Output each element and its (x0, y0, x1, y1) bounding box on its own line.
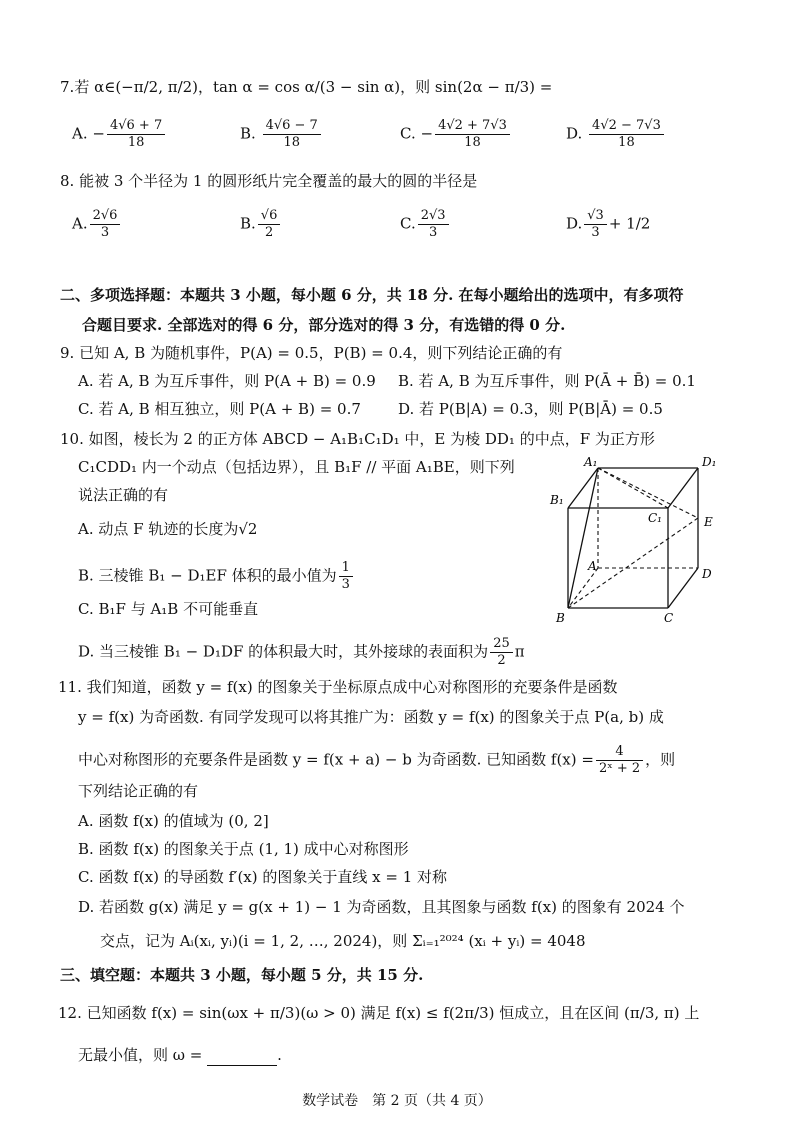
segment-a1-c1 (598, 468, 668, 508)
q11-stem-line3: 中心对称图形的充要条件是函数 y = f(x + a) − b 为奇函数. 已知函数 f(x) = $\frac{4}{\text{2ˣ + 2}}$ ，则 (78, 744, 676, 776)
q8-option-d: D. $\frac{√3}{3}$ + 1/2 (566, 208, 651, 240)
label-a1: A₁ (584, 455, 598, 469)
label-b1: B₁ (550, 493, 564, 507)
label-e: E (704, 515, 713, 529)
edge-c1-d1 (668, 468, 698, 508)
label-d: D (702, 567, 712, 581)
q11-option-c: C. 函数 f(x) 的导函数 f′(x) 的图象关于直线 x = 1 对称 (78, 868, 448, 886)
q9-option-b: B. 若 A, B 为互斥事件，则 P(Ā + B̄) = 0.1 (398, 372, 696, 390)
q9-option-d: D. 若 P(B|A) = 0.3，则 P(B|Ā) = 0.5 (398, 400, 663, 418)
label-c: C (664, 611, 674, 625)
q10-option-c: C. B₁F 与 A₁B 不可能垂直 (78, 600, 259, 618)
q9-stem: 9. 已知 A, B 为随机事件，P(A) = 0.5，P(B) = 0.4，则下列结论正确的有 (60, 344, 563, 362)
q10-option-d: D. 当三棱锥 B₁ − D₁DF 的体积最大时，其外接球的表面积为 $\frac{25}{2}$ π (78, 636, 525, 668)
q8-option-a: A. $\frac{2√6}{3}$ (72, 208, 122, 241)
q11-option-d-line2: 交点，记为 Aᵢ(xᵢ, yᵢ)(i = 1, 2, …, 2024)，则 Σᵢ₌₁²⁰²⁴ (xᵢ + yᵢ) = 4048 (100, 932, 586, 950)
q11-stem-line2: y = f(x) 为奇函数. 有同学发现可以将其推广为：函数 y = f(x) 的图象关于点 P(a, b) 成 (78, 708, 664, 726)
edge-c-d (668, 568, 698, 608)
label-a: A (588, 559, 597, 573)
q11-option-b: B. 函数 f(x) 的图象关于点 (1, 1) 成中心对称图形 (78, 840, 409, 858)
q10-option-b: B. 三棱锥 B₁ − D₁EF 体积的最小值为 $\frac{1}{3}$ (78, 560, 355, 593)
q8-option-c: C. $\frac{2√3}{3}$ (400, 208, 451, 241)
label-b: B (556, 611, 565, 625)
page-footer: 数学试卷 第 2 页（共 4 页） (302, 1093, 492, 1109)
q7-stem: 7.若 α∈(−π/2, π/2)，tan α = cos α/(3 − sin α)，则 sin(2α − π/3) = (60, 78, 553, 96)
q7-option-a: A. − $\frac{4√6 + 7}{18}$ (72, 118, 167, 151)
q8-stem: 8. 能被 3 个半径为 1 的圆形纸片完全覆盖的最大的圆的半径是 (60, 172, 478, 190)
q12-answer-blank[interactable] (207, 1049, 277, 1066)
section-3-title: 三、填空题：本题共 3 小题，每小题 5 分，共 15 分. (60, 966, 424, 984)
q10-stem-line2: C₁CDD₁ 内一个动点（包括边界），且 B₁F // 平面 A₁BE，则下列 (78, 458, 515, 476)
q11-stem-line4: 下列结论正确的有 (78, 782, 199, 800)
label-c1: C₁ (648, 511, 662, 525)
section-2-title: 二、多项选择题：本题共 3 小题，每小题 6 分，共 18 分. 在每小题给出的选项中，有多项符 (60, 286, 684, 304)
section-2-rule: 合题目要求. 全部选对的得 6 分，部分选对的得 3 分，有选错的得 0 分. (82, 316, 566, 334)
q11-stem-line1: 11. 我们知道，函数 y = f(x) 的图象关于坐标原点成中心对称图形的充要条件是函数 (58, 678, 618, 696)
q12-stem-line2: 无最小值，则 ω = . (78, 1046, 282, 1064)
q9-option-c: C. 若 A, B 相互独立，则 P(A + B) = 0.7 (78, 400, 361, 418)
q11-option-d-line1: D. 若函数 g(x) 满足 y = g(x + 1) − 1 为奇函数，且其图象与函数 f(x) 的图象有 2024 个 (78, 898, 685, 916)
q7-option-d: D. $\frac{4√2 - 7√3}{18}$ (566, 118, 666, 151)
q9-option-a: A. 若 A, B 为互斥事件，则 P(A + B) = 0.9 (78, 372, 376, 390)
q7-option-c: C. − $\frac{4√2 + 7√3}{18}$ (400, 118, 512, 151)
label-d1: D₁ (702, 455, 717, 469)
q12-stem-line1: 12. 已知函数 f(x) = sin(ωx + π/3)(ω > 0) 满足 f(x) ≤ f(2π/3) 恒成立，且在区间 (π/3, π) 上 (58, 1004, 700, 1022)
q10-stem-line1: 10. 如图，棱长为 2 的正方体 ABCD − A₁B₁C₁D₁ 中，E 为棱 DD₁ 的中点，F 为正方形 (60, 430, 655, 448)
cube-figure (540, 450, 730, 630)
q8-option-b: B. $\frac{√6}{2}$ (240, 208, 282, 241)
q10-option-a: A. 动点 F 轨迹的长度为√2 (78, 520, 258, 538)
q11-option-a: A. 函数 f(x) 的值域为 (0, 2] (78, 812, 269, 830)
q7-option-b: B. $\frac{4√6 - 7}{18}$ (240, 118, 323, 151)
q10-stem-line3: 说法正确的有 (78, 486, 169, 504)
